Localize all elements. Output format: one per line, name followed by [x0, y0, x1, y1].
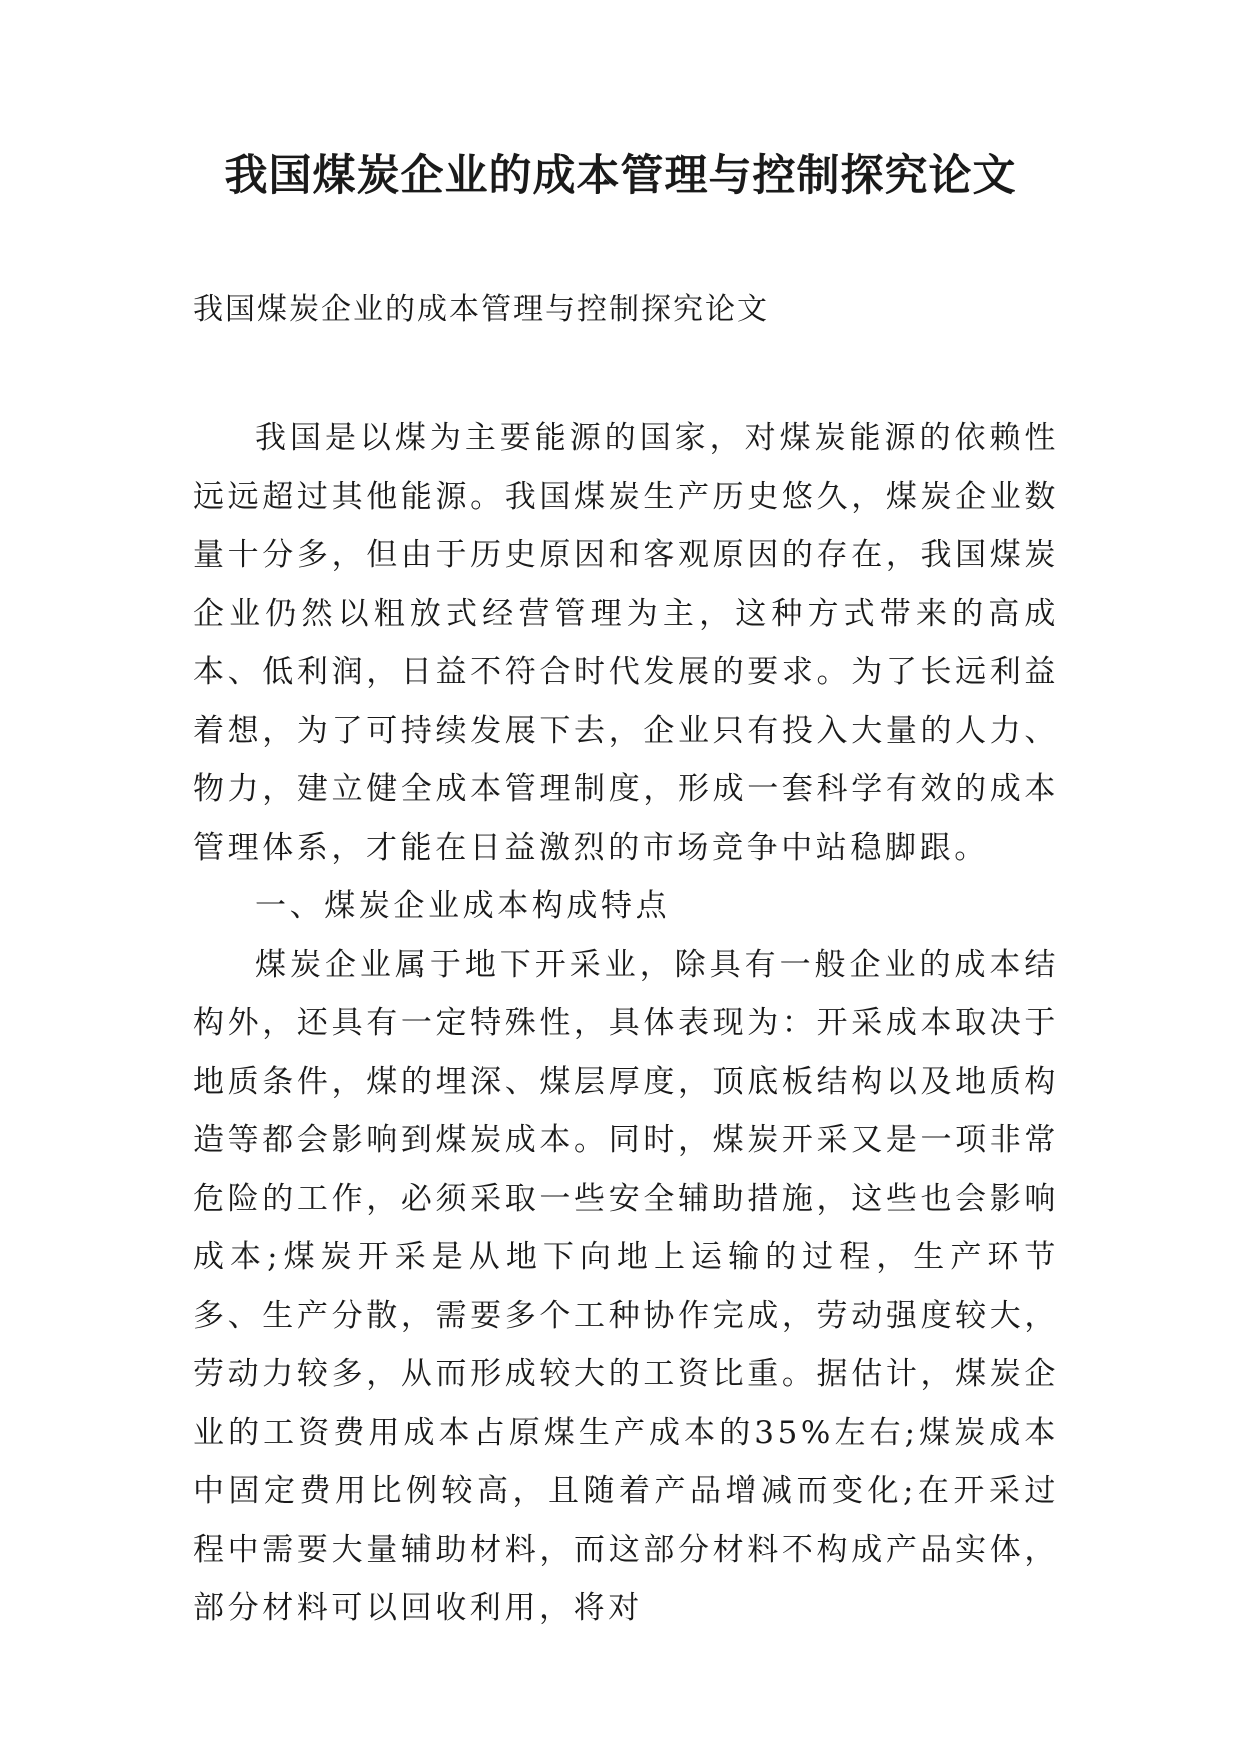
paragraph-intro: 我国是以煤为主要能源的国家，对煤炭能源的依赖性远远超过其他能源。我国煤炭生产历史悠久，煤炭企业数量十分多，但由于历史原因和客观原因的存在，我国煤炭企业仍然以粗放式经营管理为主，这种方式带来的高成本、低利润，日益不符合时代发展的要求。为了长远利益着想，为了可持续发展下去，企业只有投入大量的人力、物力，建立健全成本管理制度，形成一套科学有效的成本管理体系，才能在日益激烈的市场竞争中站稳脚跟。 — [193, 420, 1059, 866]
document-title: 我国煤炭企业的成本管理与控制探究论文 — [224, 151, 1017, 201]
paragraph-cost-structure: 煤炭企业属于地下开采业，除具有一般企业的成本结构外，还具有一定特殊性，具体表现为：开采成本取决于地质条件，煤的埋深、煤层厚度，顶底板结构以及地质构造等都会影响到煤炭成本。同时，煤炭开采又是一项非常危险的工作，必须采取一些安全辅助措施，这些也会影响成本;煤炭开采是从地下向地上运输的过程，生产环节多、生产分散，需要多个工种协作完成，劳动强度较大，劳动力较多，从而形成较大的工资比重。据估计，煤炭企业的工资费用成本占原煤生产成本的35%左右;煤炭成本中固定费用比例较高，且随着产品增减而变化;在开采过程中需要大量辅助材料，而这部分材料不构成产品实体，部分材料可以回收利用，将对 — [193, 946, 1059, 1626]
section-heading: 一、煤炭企业成本构成特点 — [255, 888, 671, 924]
document-body — [193, 409, 1059, 1638]
document-subtitle: 我国煤炭企业的成本管理与控制探究论文 — [193, 292, 769, 327]
